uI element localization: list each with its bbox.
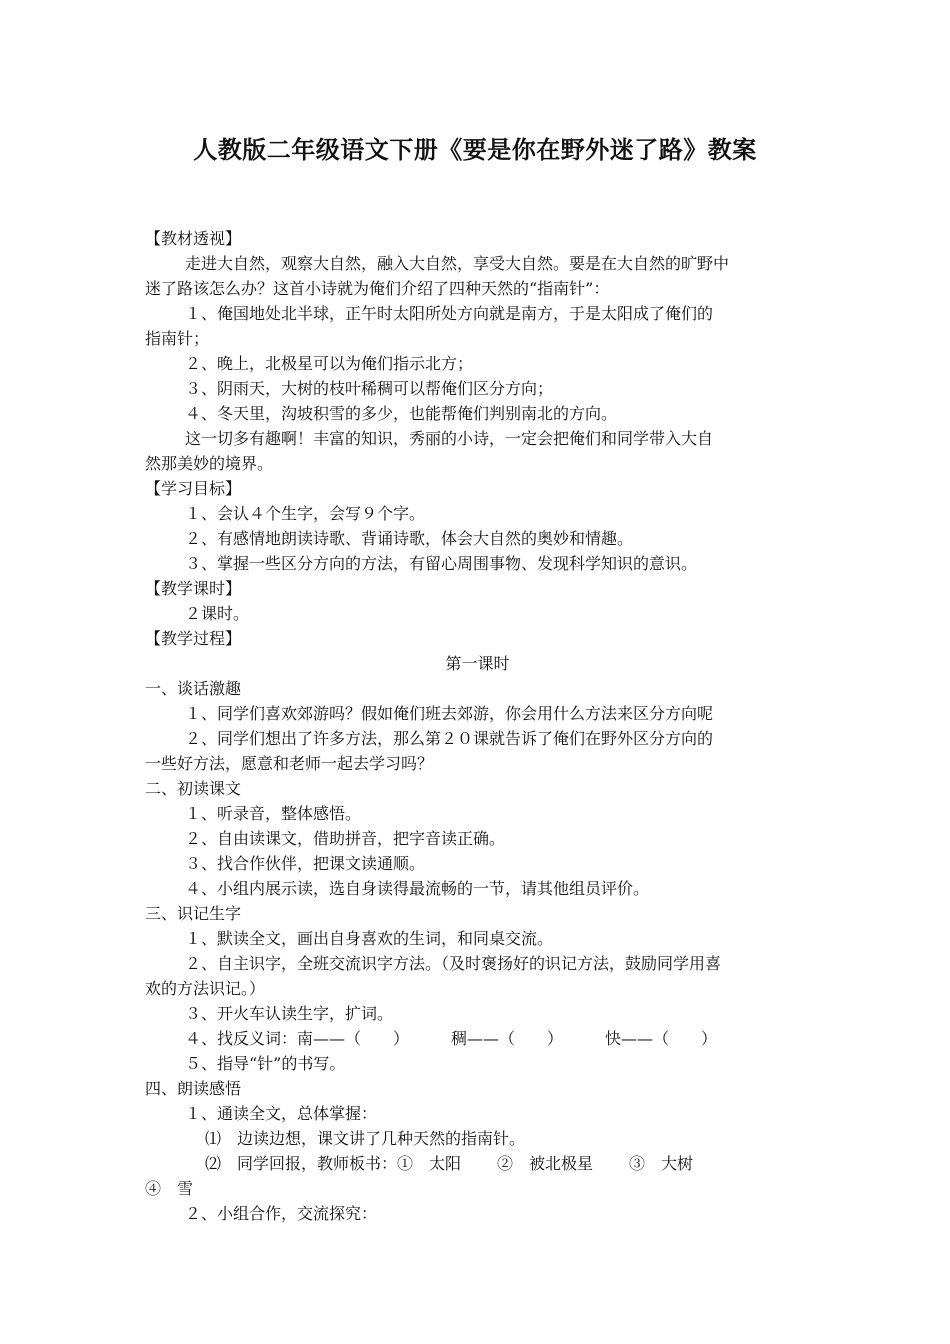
list-item: ３、掌握一些区分方向的方法，有留心周围事物、发现科学知识的意识。	[185, 554, 698, 573]
board-item: ③ 大树	[629, 1154, 694, 1173]
list-item: １、默读全文，画出自身喜欢的生词，和同桌交流。	[185, 929, 554, 948]
section-heading-textbook: 【教材透视】	[145, 229, 242, 248]
list-item: １、会认４个生字，会写９个字。	[185, 504, 426, 523]
list-item: 指南针；	[145, 329, 210, 348]
list-item: ２、晚上，北极星可以为俺们指示北方；	[185, 354, 474, 373]
list-item: ５、指导“针”的书写。	[185, 1054, 346, 1073]
sub-item-label: ⑵ 同学回报，教师板书：	[205, 1154, 398, 1173]
section-heading-hours: 【教学课时】	[145, 579, 242, 598]
list-item: ２、自由读课文，借助拼音，把字音读正确。	[185, 829, 506, 848]
blank-item: 南——（ ）	[297, 1029, 410, 1048]
sub-item: ⑴ 边读边想，课文讲了几种天然的指南针。	[205, 1129, 526, 1148]
list-item: ３、找合作伙伴，把课文读通顺。	[185, 854, 426, 873]
board-item: ① 太阳	[397, 1154, 462, 1173]
list-item: １、同学们喜欢郊游吗？假如俺们班去郊游，你会用什么方法来区分方向呢	[185, 704, 714, 723]
antonym-exercise	[145, 1026, 810, 1051]
step-heading: 一、谈话激趣	[145, 679, 242, 698]
lesson-title: 第一课时	[445, 654, 510, 673]
list-item: 欢的方法识记。）	[145, 979, 266, 998]
blank-item: 快——（ ）	[605, 1029, 718, 1048]
list-item: １、听录音，整体感悟。	[185, 804, 362, 823]
board-item: ② 被北极星	[497, 1154, 594, 1173]
list-item: ４、小组内展示读，选自身读得最流畅的一节，请其他组员评价。	[185, 879, 650, 898]
paragraph: 迷了路该怎么办？这首小诗就为俺们介绍了四种天然的“指南针”：	[145, 279, 610, 298]
list-item: ３、开火车认读生字，扩词。	[185, 1004, 394, 1023]
board-item: ④ 雪	[145, 1179, 194, 1198]
list-item: ２、小组合作，交流探究：	[185, 1204, 378, 1223]
paragraph: 然那美妙的境界。	[145, 454, 274, 473]
list-item: １、俺国地处北半球，正午时太阳所处方向就是南方，于是太阳成了俺们的	[185, 304, 714, 323]
blank-item: 稠——（ ）	[451, 1029, 564, 1048]
paragraph: 走进大自然，观察大自然，融入大自然，享受大自然。要是在大自然的旷野中	[185, 254, 730, 273]
list-item: １、通读全文，总体掌握：	[185, 1104, 378, 1123]
document-body	[145, 226, 810, 1226]
list-item: ３、阴雨天，大树的枝叶稀稠可以帮俺们区分方向；	[185, 379, 554, 398]
list-item: ２、自主识字，全班交流识字方法。（及时褒扬好的识记方法，鼓励同学用喜	[185, 954, 722, 973]
list-item: ２、有感情地朗读诗歌、背诵诗歌，体会大自然的奥妙和情趣。	[185, 529, 634, 548]
board-writing	[145, 1151, 810, 1176]
list-item: ２、同学们想出了许多方法，那么第２０课就告诉了俺们在野外区分方向的	[185, 729, 714, 748]
list-item: ４、冬天里，沟坡积雪的多少，也能帮俺们判别南北的方向。	[185, 404, 618, 423]
step-heading: 四、朗读感悟	[145, 1079, 242, 1098]
document-title: 人教版二年级语文下册《要是你在野外迷了路》教案	[193, 136, 757, 164]
paragraph: 这一切多有趣啊！丰富的知识，秀丽的小诗，一定会把俺们和同学带入大自	[185, 429, 714, 448]
exercise-label: ４、找反义词：	[185, 1029, 298, 1048]
step-heading: 三、识记生字	[145, 904, 242, 923]
paragraph: ２课时。	[185, 604, 250, 623]
section-heading-goals: 【学习目标】	[145, 479, 242, 498]
section-heading-process: 【教学过程】	[145, 629, 242, 648]
step-heading: 二、初读课文	[145, 779, 242, 798]
list-item: 一些好方法，愿意和老师一起去学习吗？	[145, 754, 434, 773]
